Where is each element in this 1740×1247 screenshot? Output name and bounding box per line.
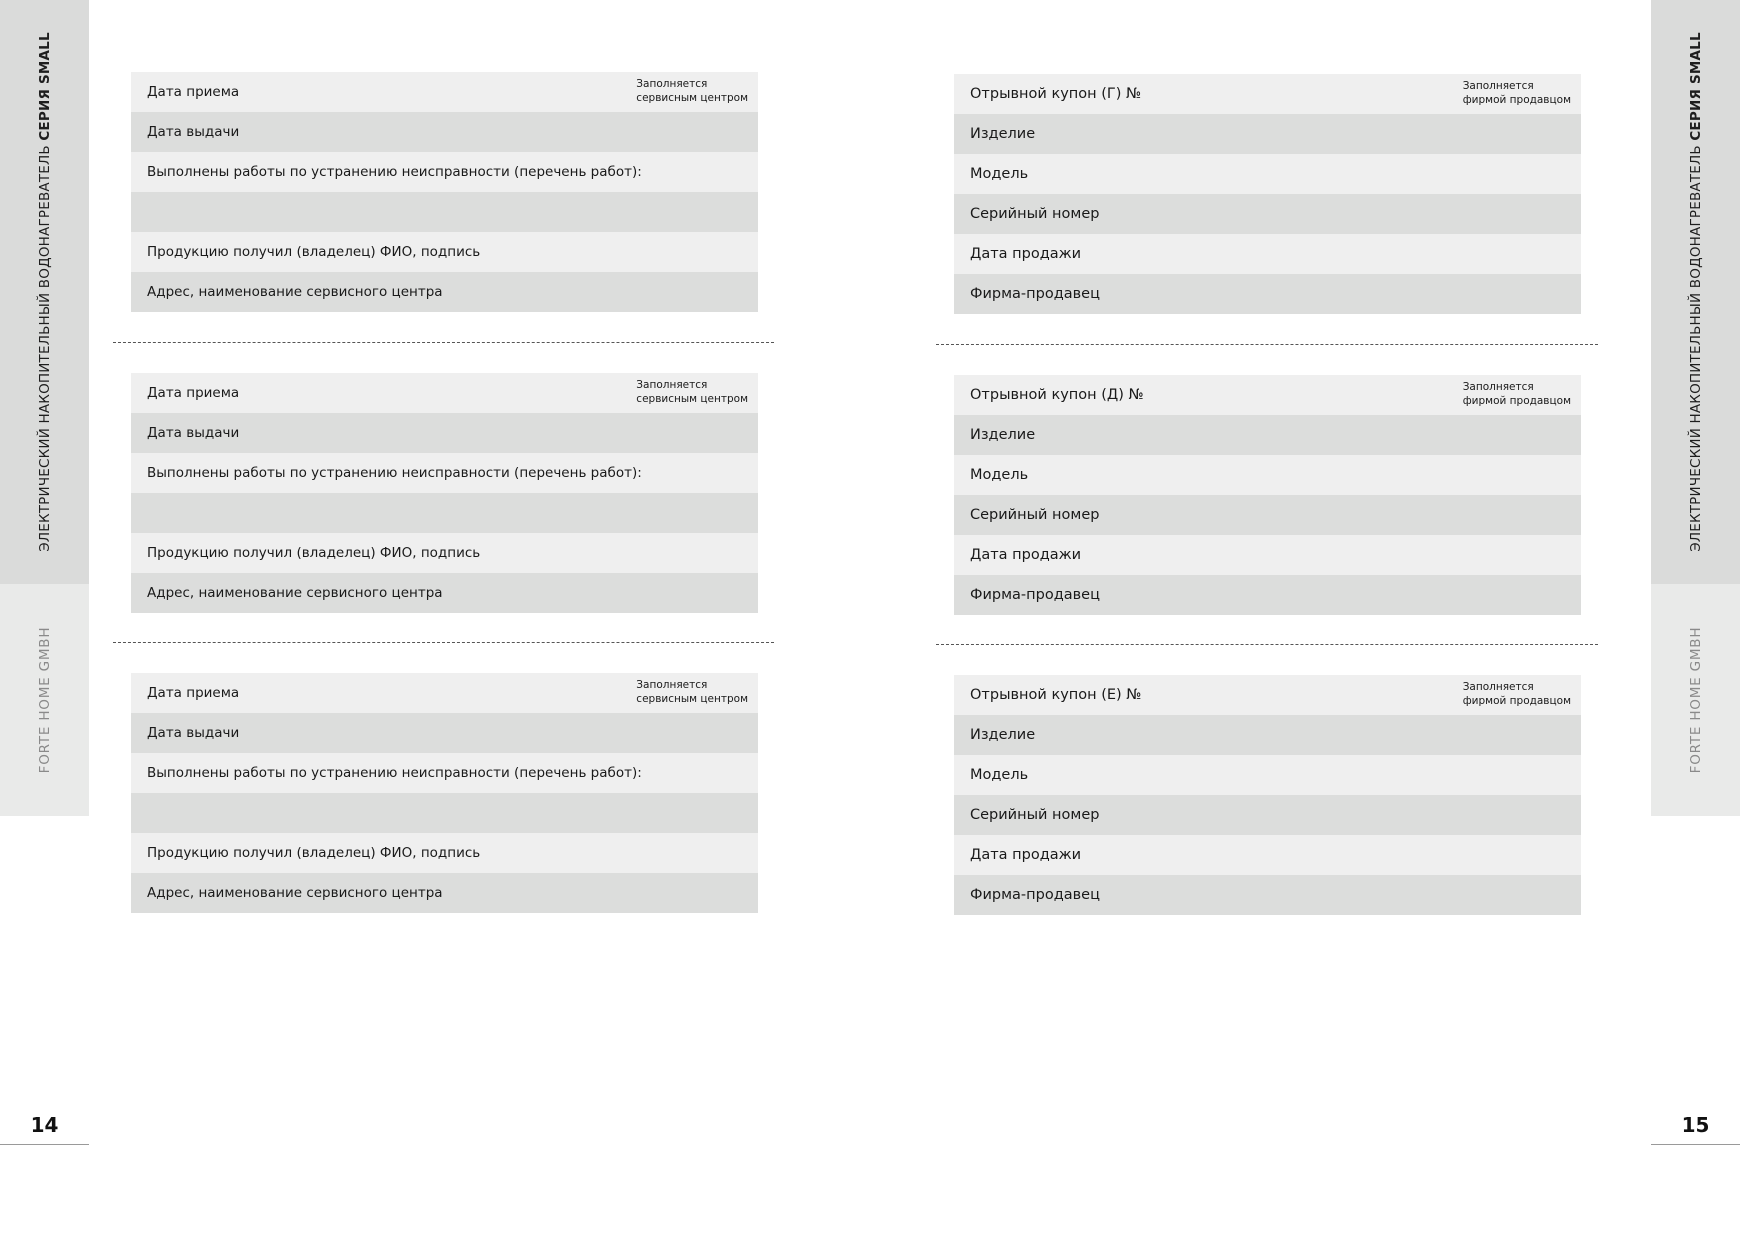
blank-row xyxy=(131,192,758,232)
model-label: Модель xyxy=(970,767,1029,783)
service-center-note: Заполняется сервисным центром xyxy=(636,679,748,705)
work-done-label: Выполнены работы по устранению неисправности (перечень работ): xyxy=(147,465,642,481)
date-received-row xyxy=(131,72,758,112)
sale-date-row xyxy=(954,234,1581,274)
service-address-row xyxy=(131,573,758,613)
sale-date-row xyxy=(954,535,1581,575)
serial-row xyxy=(954,495,1581,535)
work-done-row xyxy=(131,453,758,493)
page-number-left: 14 xyxy=(0,1104,89,1145)
cut-line xyxy=(936,644,1598,645)
right-sidebar-title-band xyxy=(1651,0,1740,584)
model-row xyxy=(954,154,1581,194)
model-label: Модель xyxy=(970,467,1029,483)
date-received-label: Дата приема xyxy=(147,685,240,701)
service-address-row xyxy=(131,272,758,312)
received-by-label: Продукцию получил (владелец) ФИО, подпись xyxy=(147,845,481,861)
serial-row xyxy=(954,194,1581,234)
date-issued-row xyxy=(131,112,758,152)
received-by-row xyxy=(131,533,758,573)
serial-label: Серийный номер xyxy=(970,507,1100,523)
sidebar-brand: FORTE HOME GMBH xyxy=(36,626,53,774)
right-sidebar-brand-band xyxy=(1651,584,1740,816)
seller-note: Заполняется фирмой продавцом xyxy=(1462,381,1571,407)
service-form-3 xyxy=(131,673,758,913)
blank-row xyxy=(131,793,758,833)
service-address-label: Адрес, наименование сервисного центра xyxy=(147,284,443,300)
service-center-note: Заполняется сервисным центром xyxy=(636,379,748,405)
work-done-label: Выполнены работы по устранению неисправности (перечень работ): xyxy=(147,765,642,781)
serial-row xyxy=(954,795,1581,835)
work-done-label: Выполнены работы по устранению неисправности (перечень работ): xyxy=(147,164,642,180)
cut-line xyxy=(936,344,1598,345)
seller-row xyxy=(954,274,1581,314)
model-row xyxy=(954,455,1581,495)
coupon-g xyxy=(954,74,1581,314)
product-label: Изделие xyxy=(970,427,1036,443)
product-row xyxy=(954,415,1581,455)
service-address-label: Адрес, наименование сервисного центра xyxy=(147,585,443,601)
model-label: Модель xyxy=(970,166,1029,182)
service-address-row xyxy=(131,873,758,913)
date-received-label: Дата приема xyxy=(147,385,240,401)
sale-date-row xyxy=(954,835,1581,875)
page-number-right: 15 xyxy=(1651,1104,1740,1145)
cut-line xyxy=(113,342,774,343)
seller-note: Заполняется фирмой продавцом xyxy=(1462,681,1571,707)
left-sidebar-title-band xyxy=(0,0,89,584)
work-done-row xyxy=(131,152,758,192)
cut-line xyxy=(113,642,774,643)
product-label: Изделие xyxy=(970,126,1036,142)
date-received-label: Дата приема xyxy=(147,84,240,100)
received-by-label: Продукцию получил (владелец) ФИО, подпись xyxy=(147,545,481,561)
received-by-label: Продукцию получил (владелец) ФИО, подпись xyxy=(147,244,481,260)
service-address-label: Адрес, наименование сервисного центра xyxy=(147,885,443,901)
work-done-row xyxy=(131,753,758,793)
seller-label: Фирма-продавец xyxy=(970,286,1100,302)
seller-row xyxy=(954,875,1581,915)
seller-row xyxy=(954,575,1581,615)
sale-date-label: Дата продажи xyxy=(970,246,1082,262)
date-issued-label: Дата выдачи xyxy=(147,425,240,441)
service-form-1 xyxy=(131,72,758,312)
received-by-row xyxy=(131,232,758,272)
sidebar-title: ЭЛЕКТРИЧЕСКИЙ НАКОПИТЕЛЬНЫЙ ВОДОНАГРЕВАТЕЛЬ СЕРИЯ SMALL xyxy=(1687,32,1704,552)
serial-label: Серийный номер xyxy=(970,206,1100,222)
product-label: Изделие xyxy=(970,727,1036,743)
seller-label: Фирма-продавец xyxy=(970,587,1100,603)
service-center-note: Заполняется сервисным центром xyxy=(636,78,748,104)
date-received-row xyxy=(131,673,758,713)
coupon-title: Отрывной купон (Г) № xyxy=(970,86,1142,102)
coupon-d xyxy=(954,375,1581,615)
coupon-title: Отрывной купон (Е) № xyxy=(970,687,1142,703)
date-issued-row xyxy=(131,713,758,753)
seller-label: Фирма-продавец xyxy=(970,887,1100,903)
service-form-2 xyxy=(131,373,758,613)
coupon-title: Отрывной купон (Д) № xyxy=(970,387,1144,403)
date-issued-label: Дата выдачи xyxy=(147,124,240,140)
coupon-title-row xyxy=(954,675,1581,715)
coupon-title-row xyxy=(954,74,1581,114)
sale-date-label: Дата продажи xyxy=(970,547,1082,563)
coupon-e xyxy=(954,675,1581,915)
product-row xyxy=(954,114,1581,154)
coupon-title-row xyxy=(954,375,1581,415)
sidebar-brand: FORTE HOME GMBH xyxy=(1687,626,1704,774)
sidebar-title: ЭЛЕКТРИЧЕСКИЙ НАКОПИТЕЛЬНЫЙ ВОДОНАГРЕВАТЕЛЬ СЕРИЯ SMALL xyxy=(36,32,53,552)
seller-note: Заполняется фирмой продавцом xyxy=(1462,80,1571,106)
serial-label: Серийный номер xyxy=(970,807,1100,823)
date-received-row xyxy=(131,373,758,413)
received-by-row xyxy=(131,833,758,873)
date-issued-row xyxy=(131,413,758,453)
product-row xyxy=(954,715,1581,755)
left-sidebar-brand-band xyxy=(0,584,89,816)
blank-row xyxy=(131,493,758,533)
date-issued-label: Дата выдачи xyxy=(147,725,240,741)
model-row xyxy=(954,755,1581,795)
sale-date-label: Дата продажи xyxy=(970,847,1082,863)
